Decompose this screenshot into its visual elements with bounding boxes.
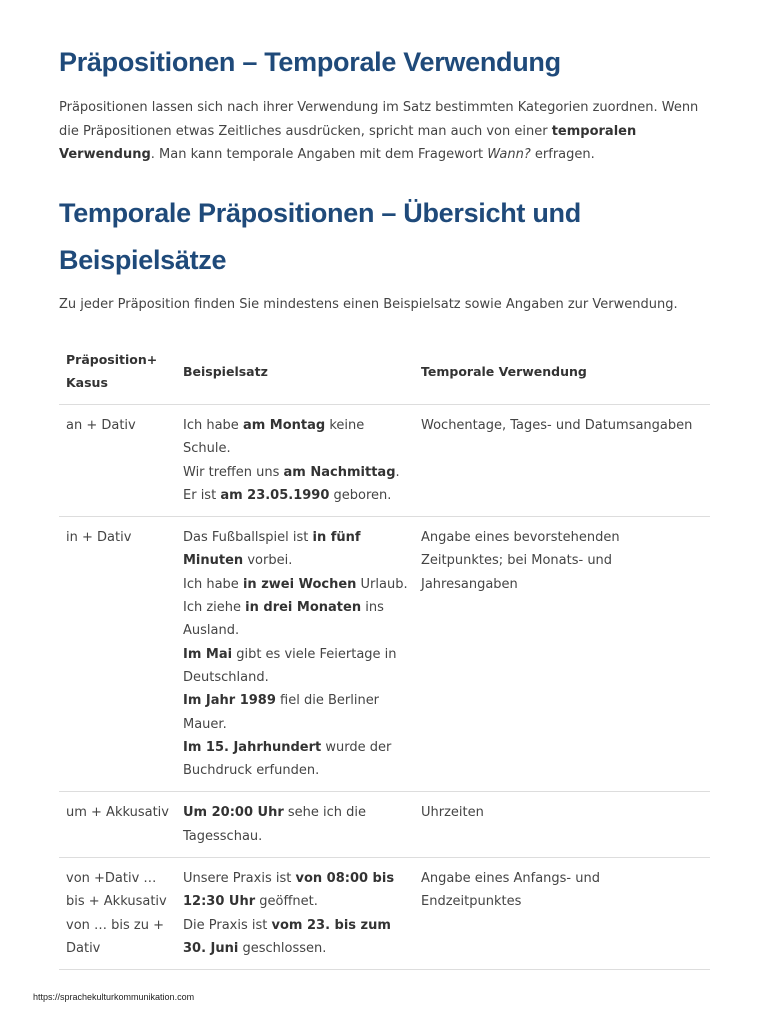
example-sentence: [183, 801, 408, 848]
page-title: Präpositionen – Temporale Verwendung: [59, 47, 561, 77]
example-sentence: [183, 643, 408, 690]
example-sentence: [183, 484, 408, 507]
intro-text-1: Präpositionen lassen sich nach ihrer Verwendung im Satz bestimmten Kategorien zuordnen. Wenn die Präpositionen etwas Zeitliches ausdrücken, spricht man auch von einer: [59, 100, 699, 139]
example-text: Urlaub.: [356, 576, 408, 592]
cell-usage: Angabe eines bevorstehenden Zeitpunktes; bei Monats- und Jahresangaben: [414, 517, 710, 792]
example-text: Er ist: [183, 487, 221, 503]
example-text: wurde der Buchdruck erfunden.: [183, 739, 392, 779]
example-text: Ich habe: [183, 418, 243, 433]
example-emphasis: am Montag: [242, 418, 326, 433]
example-text: ins Ausland.: [183, 600, 384, 639]
intro-paragraph: [59, 96, 710, 167]
example-sentence: [183, 914, 408, 961]
table-row: [59, 792, 710, 858]
example-text: Das Fußballspiel ist: [183, 530, 313, 546]
cell-examples: [176, 792, 414, 858]
example-emphasis: am 23.05.1990: [220, 487, 330, 503]
example-emphasis: Um 20:00 Uhr: [183, 805, 284, 821]
example-emphasis: Im Jahr 1989: [183, 693, 276, 709]
example-text: Wir treffen uns: [183, 464, 284, 480]
example-emphasis: Im 15. Jahrhundert: [183, 739, 322, 755]
example-text: Ich habe: [183, 576, 243, 592]
example-emphasis: in fünf Minuten: [183, 530, 361, 569]
example-sentence: [183, 596, 408, 643]
example-sentence: [183, 461, 408, 484]
example-emphasis: in zwei Wochen: [242, 576, 357, 592]
example-text: geschlossen.: [238, 940, 327, 956]
table-row: [59, 517, 710, 792]
section-subtitle: Zu jeder Präposition finden Sie mindestens einen Beispielsatz sowie Angaben zur Verwendung.: [59, 297, 678, 312]
example-text: keine Schule.: [183, 418, 365, 457]
table-header-row: [59, 338, 710, 405]
example-text: .: [395, 464, 400, 480]
example-emphasis: von 08:00 bis 12:30 Uhr: [183, 871, 395, 910]
cell-preposition: von +Dativ … bis + Akkusativ von … bis zu + Dativ: [59, 858, 176, 970]
cell-usage: Angabe eines Anfangs- und Endzeitpunktes: [414, 858, 710, 970]
intro-bold-term: temporalen Verwendung: [59, 123, 637, 162]
example-text: Unsere Praxis ist: [183, 871, 296, 887]
cell-preposition: um + Akkusativ: [59, 792, 176, 858]
cell-preposition: an + Dativ: [59, 405, 176, 517]
example-text: Ich ziehe: [183, 600, 246, 616]
header-preposition: Präposition+ Kasus: [59, 338, 176, 405]
header-example: Beispielsatz: [176, 338, 414, 405]
cell-examples: [176, 405, 414, 517]
example-sentence: [183, 526, 408, 573]
example-sentence: [183, 689, 408, 736]
table-row: [59, 405, 710, 517]
cell-examples: [176, 517, 414, 792]
example-emphasis: in drei Monaten: [245, 600, 362, 616]
footer-url[interactable]: https://sprachekulturkommunikation.com: [33, 992, 195, 1002]
cell-examples: [176, 858, 414, 970]
prepositions-table: [59, 338, 710, 970]
example-sentence: [183, 867, 408, 914]
example-emphasis: Im Mai: [183, 646, 233, 662]
header-usage: Temporale Verwendung: [414, 338, 710, 405]
cell-usage: Uhrzeiten: [414, 792, 710, 858]
example-text: geboren.: [329, 487, 392, 503]
example-text: gibt es viele Feiertage in Deutschland.: [183, 646, 397, 685]
intro-question-word: Wann?: [487, 147, 531, 162]
example-sentence: [183, 736, 408, 783]
example-text: sehe ich die Tagesschau.: [183, 805, 367, 844]
example-text: vorbei.: [243, 553, 293, 569]
cell-usage: Wochentage, Tages- und Datumsangaben: [414, 405, 710, 517]
example-sentence: [183, 414, 408, 461]
example-text: Die Praxis ist: [183, 917, 272, 933]
example-emphasis: vom 23. bis zum 30. Juni: [183, 917, 391, 956]
intro-text-3: erfragen.: [530, 147, 595, 162]
example-text: geöffnet.: [255, 894, 318, 910]
cell-preposition: in + Dativ: [59, 517, 176, 792]
table-body: [59, 405, 710, 970]
example-sentence: [183, 573, 408, 596]
example-text: fiel die Berliner Mauer.: [183, 693, 380, 732]
section-title: Temporale Präpositionen – Übersicht und Beispielsätze: [59, 198, 581, 275]
intro-text-2: . Man kann temporale Angaben mit dem Fragewort: [150, 147, 488, 162]
table-row: [59, 858, 710, 970]
example-emphasis: am Nachmittag: [283, 464, 396, 480]
